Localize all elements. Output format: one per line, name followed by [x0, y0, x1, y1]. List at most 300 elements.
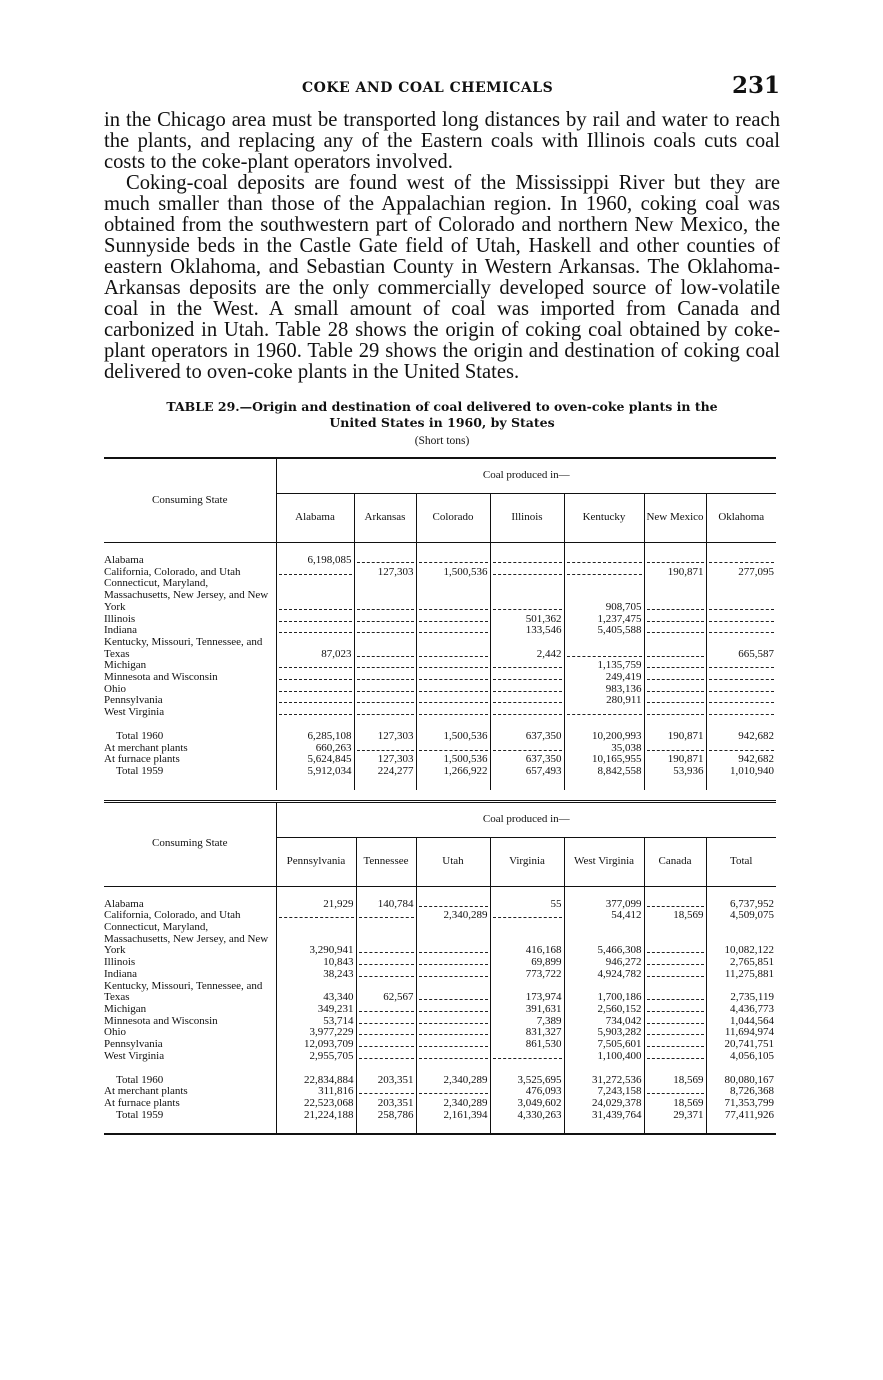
dash-leader: [419, 743, 488, 751]
row-label: West Virginia: [104, 1051, 276, 1063]
cell-value: [644, 743, 706, 755]
table-row: [104, 637, 776, 660]
row-label: Ohio: [104, 1027, 276, 1039]
cell-value: 258,786: [356, 1110, 416, 1122]
spacer-cell: [564, 886, 644, 899]
cell-value: [490, 707, 564, 719]
row-label: Indiana: [104, 969, 276, 981]
cell-value: 190,871: [644, 731, 706, 743]
cell-value: [490, 578, 564, 613]
row-label: Michigan: [104, 660, 276, 672]
cell-value: 18,569: [644, 910, 706, 922]
spacer-cell: [564, 543, 644, 556]
cell-value: 4,924,782: [564, 969, 644, 981]
dash-leader: [647, 625, 704, 633]
cell-value: 10,843: [276, 957, 356, 969]
cell-value: [416, 1051, 490, 1063]
cell-value: [644, 957, 706, 969]
dash-leader: [567, 567, 642, 575]
dash-leader: [357, 672, 414, 680]
cell-value: 6,285,108: [276, 731, 354, 743]
dash-leader: [709, 602, 775, 610]
cell-value: 10,200,993: [564, 731, 644, 743]
dash-leader: [709, 625, 775, 633]
cell-value: 280,911: [564, 695, 644, 707]
dash-leader: [419, 672, 488, 680]
cell-value: 54,412: [564, 910, 644, 922]
spacer-cell: [706, 543, 776, 556]
cell-value: 1,100,400: [564, 1051, 644, 1063]
cell-value: 43,340: [276, 981, 356, 1004]
cell-value: 657,493: [490, 766, 564, 778]
spacer-cell: [564, 778, 644, 790]
cell-value: 53,936: [644, 766, 706, 778]
dash-leader: [357, 602, 414, 610]
cell-value: [416, 1027, 490, 1039]
dash-leader: [647, 707, 704, 715]
cell-value: 501,362: [490, 614, 564, 626]
dash-leader: [567, 707, 642, 715]
cell-value: [416, 1016, 490, 1028]
cell-value: [356, 957, 416, 969]
table-row: [104, 969, 776, 981]
dash-leader: [279, 614, 352, 622]
dash-leader: [493, 660, 562, 668]
table-body: [104, 543, 776, 790]
cell-value: 2,161,394: [416, 1110, 490, 1122]
dash-leader: [359, 969, 414, 977]
total-row: [104, 731, 776, 743]
cell-value: [276, 660, 354, 672]
cell-value: [706, 614, 776, 626]
cell-value: 8,726,368: [706, 1086, 776, 1098]
cell-value: [356, 1016, 416, 1028]
cell-value: 18,569: [644, 1075, 706, 1087]
total-row: [104, 1098, 776, 1110]
cell-value: [644, 578, 706, 613]
dash-leader: [647, 1016, 704, 1024]
dash-leader: [647, 695, 704, 703]
cell-value: 3,049,602: [490, 1098, 564, 1110]
cell-value: 203,351: [356, 1075, 416, 1087]
spacer-cell: [644, 543, 706, 556]
spacer-cell: [490, 778, 564, 790]
dash-leader: [359, 910, 414, 918]
cell-value: [706, 660, 776, 672]
spacer-cell: [104, 886, 276, 899]
spacer-cell: [416, 778, 490, 790]
row-label: Indiana: [104, 625, 276, 637]
cell-value: [276, 614, 354, 626]
table-body: [104, 886, 776, 1134]
total-row: [104, 1086, 776, 1098]
dash-leader: [493, 910, 562, 918]
spacer-cell: [276, 1121, 356, 1134]
cell-value: 127,303: [354, 731, 416, 743]
cell-value: 660,263: [276, 743, 354, 755]
row-label: At merchant plants: [104, 1086, 276, 1098]
cell-value: 5,405,588: [564, 625, 644, 637]
row-label: West Virginia: [104, 707, 276, 719]
cell-value: 1,700,186: [564, 981, 644, 1004]
table-row: [104, 1027, 776, 1039]
cell-value: [644, 981, 706, 1004]
dash-leader: [357, 625, 414, 633]
cell-value: 55: [490, 899, 564, 911]
dash-leader: [419, 602, 488, 610]
spacer-cell: [564, 719, 644, 731]
stub-header: Consuming State: [104, 801, 276, 886]
dash-leader: [493, 555, 562, 563]
spacer-row: [104, 543, 776, 556]
cell-value: [416, 899, 490, 911]
table-row: [104, 695, 776, 707]
dash-leader: [419, 1016, 488, 1024]
cell-value: [416, 743, 490, 755]
dash-leader: [647, 602, 704, 610]
cell-value: 7,243,158: [564, 1086, 644, 1098]
row-label: At merchant plants: [104, 743, 276, 755]
dash-leader: [419, 1004, 488, 1012]
cell-value: 1,135,759: [564, 660, 644, 672]
dash-leader: [647, 1027, 704, 1035]
cell-value: [354, 707, 416, 719]
dash-leader: [419, 684, 488, 692]
cell-value: 29,371: [644, 1110, 706, 1122]
cell-value: [706, 555, 776, 567]
dash-leader: [359, 1039, 414, 1047]
cell-value: 1,500,536: [416, 731, 490, 743]
table-row: [104, 707, 776, 719]
row-label: Connecticut, Maryland, Massachusetts, New Jersey, and New York: [104, 922, 276, 957]
cell-value: [564, 707, 644, 719]
cell-value: 5,624,845: [276, 754, 354, 766]
cell-value: [354, 614, 416, 626]
row-label: Pennsylvania: [104, 695, 276, 707]
dash-leader: [419, 992, 488, 1000]
cell-value: [644, 1004, 706, 1016]
dash-leader: [279, 910, 354, 918]
cell-value: [416, 672, 490, 684]
dash-leader: [709, 743, 775, 751]
column-header: Total: [706, 837, 776, 886]
cell-value: [276, 707, 354, 719]
table-row: [104, 1051, 776, 1063]
table-row: [104, 625, 776, 637]
spacer-row: [104, 1121, 776, 1134]
cell-value: [356, 922, 416, 957]
dash-leader: [419, 945, 488, 953]
cell-value: 12,093,709: [276, 1039, 356, 1051]
row-label: Total 1960: [104, 1075, 276, 1087]
cell-value: [354, 743, 416, 755]
cell-value: 18,569: [644, 1098, 706, 1110]
paragraph-1: in the Chicago area must be transported long distances by rail and water to reach the plants, and replacing any of the Eastern coals with Illinois coals cuts coal costs to the coke-plant operators involved.: [104, 109, 780, 173]
dash-leader: [647, 684, 704, 692]
cell-value: 8,842,558: [564, 766, 644, 778]
cell-value: 203,351: [356, 1098, 416, 1110]
cell-value: [644, 1051, 706, 1063]
cell-value: 22,523,068: [276, 1098, 356, 1110]
cell-value: 127,303: [354, 567, 416, 579]
cell-value: 983,136: [564, 684, 644, 696]
cell-value: 1,500,536: [416, 567, 490, 579]
cell-value: 2,560,152: [564, 1004, 644, 1016]
cell-value: 80,080,167: [706, 1075, 776, 1087]
dash-leader: [647, 614, 704, 622]
table-row: [104, 555, 776, 567]
cell-value: [644, 625, 706, 637]
table-row: [104, 660, 776, 672]
cell-value: [356, 1004, 416, 1016]
row-label: Total 1960: [104, 731, 276, 743]
total-row: [104, 1110, 776, 1122]
table-row: [104, 1004, 776, 1016]
spacer-cell: [276, 1063, 356, 1075]
dash-leader: [279, 602, 352, 610]
cell-value: 476,093: [490, 1086, 564, 1098]
total-row: [104, 1075, 776, 1087]
dash-leader: [647, 743, 704, 751]
column-header: Illinois: [490, 494, 564, 543]
row-label: Kentucky, Missouri, Tennessee, and Texas: [104, 981, 276, 1004]
cell-value: 2,765,851: [706, 957, 776, 969]
dash-leader: [647, 969, 704, 977]
cell-value: 3,977,229: [276, 1027, 356, 1039]
dash-leader: [419, 614, 488, 622]
cell-value: 173,974: [490, 981, 564, 1004]
cell-value: [490, 555, 564, 567]
cell-value: [416, 555, 490, 567]
table-row: [104, 578, 776, 613]
spacer-cell: [356, 1063, 416, 1075]
cell-value: 10,165,955: [564, 754, 644, 766]
cell-value: 5,903,282: [564, 1027, 644, 1039]
column-header: Virginia: [490, 837, 564, 886]
cell-value: 71,353,799: [706, 1098, 776, 1110]
cell-value: [356, 1027, 416, 1039]
cell-value: 190,871: [644, 754, 706, 766]
cell-value: [706, 578, 776, 613]
cell-value: [490, 1051, 564, 1063]
cell-value: [356, 969, 416, 981]
dash-leader: [567, 555, 642, 563]
cell-value: 133,546: [490, 625, 564, 637]
row-label: Total 1959: [104, 1110, 276, 1122]
row-label: Kentucky, Missouri, Tennessee, and Texas: [104, 637, 276, 660]
column-header: New Mexico: [644, 494, 706, 543]
table-row: [104, 981, 776, 1004]
cell-value: [644, 969, 706, 981]
dash-leader: [647, 1086, 704, 1094]
cell-value: 277,095: [706, 567, 776, 579]
dash-leader: [279, 684, 352, 692]
cell-value: [706, 684, 776, 696]
cell-value: 416,168: [490, 922, 564, 957]
spacer-cell: [706, 1121, 776, 1134]
cell-value: 831,327: [490, 1027, 564, 1039]
cell-value: [416, 578, 490, 613]
cell-value: [490, 743, 564, 755]
spacer-cell: [356, 886, 416, 899]
cell-value: 7,505,601: [564, 1039, 644, 1051]
cell-value: [644, 899, 706, 911]
dash-leader: [567, 649, 642, 657]
cell-value: [490, 684, 564, 696]
table-row: [104, 672, 776, 684]
table-part-1: [104, 457, 776, 790]
cell-value: 190,871: [644, 567, 706, 579]
cell-value: 127,303: [354, 754, 416, 766]
spacer-cell: [416, 719, 490, 731]
cell-value: 942,682: [706, 754, 776, 766]
dash-leader: [357, 555, 414, 563]
dash-leader: [357, 707, 414, 715]
dash-leader: [493, 743, 562, 751]
total-row: [104, 754, 776, 766]
page-number: 231: [731, 72, 780, 99]
spacer-cell: [490, 1063, 564, 1075]
dash-leader: [359, 1051, 414, 1059]
stub-header: Consuming State: [104, 458, 276, 543]
cell-value: [416, 1039, 490, 1051]
cell-value: [416, 969, 490, 981]
cell-value: 2,735,119: [706, 981, 776, 1004]
cell-value: 87,023: [276, 637, 354, 660]
dash-leader: [419, 660, 488, 668]
spacer-cell: [490, 886, 564, 899]
dash-leader: [419, 899, 488, 907]
spacer-cell: [104, 778, 276, 790]
dash-leader: [419, 707, 488, 715]
cell-value: 7,389: [490, 1016, 564, 1028]
cell-value: 38,243: [276, 969, 356, 981]
row-label: Alabama: [104, 899, 276, 911]
cell-value: [276, 567, 354, 579]
cell-value: [644, 922, 706, 957]
cell-value: [644, 555, 706, 567]
dash-leader: [647, 672, 704, 680]
dash-leader: [357, 684, 414, 692]
row-label: At furnace plants: [104, 754, 276, 766]
table-units: (Short tons): [414, 435, 470, 447]
cell-value: 1,237,475: [564, 614, 644, 626]
cell-value: [354, 578, 416, 613]
row-label: Connecticut, Maryland, Massachusetts, New Jersey, and New York: [104, 578, 276, 613]
cell-value: 2,340,289: [416, 1075, 490, 1087]
cell-value: [490, 672, 564, 684]
total-row: [104, 743, 776, 755]
spacer-cell: [644, 1121, 706, 1134]
dash-leader: [493, 707, 562, 715]
dash-leader: [419, 1039, 488, 1047]
cell-value: [644, 672, 706, 684]
table-caption-line-2: United States in 1960, by States: [329, 415, 555, 430]
dash-leader: [647, 1051, 704, 1059]
dash-leader: [357, 743, 414, 751]
cell-value: [644, 614, 706, 626]
spacer-row: [104, 886, 776, 899]
cell-value: [276, 684, 354, 696]
column-header: West Virginia: [564, 837, 644, 886]
spacer-cell: [276, 543, 354, 556]
spacer-cell: [276, 719, 354, 731]
spacer-cell: [416, 886, 490, 899]
cell-value: 637,350: [490, 731, 564, 743]
row-label: Illinois: [104, 957, 276, 969]
group-header: Coal produced in—: [276, 458, 776, 494]
cell-value: [354, 672, 416, 684]
dash-leader: [493, 1051, 562, 1059]
dash-leader: [647, 945, 704, 953]
dash-leader: [647, 957, 704, 965]
cell-value: [416, 707, 490, 719]
spacer-cell: [706, 719, 776, 731]
row-label: Pennsylvania: [104, 1039, 276, 1051]
row-label: Total 1959: [104, 766, 276, 778]
column-header: Tennessee: [356, 837, 416, 886]
cell-value: 4,436,773: [706, 1004, 776, 1016]
dash-leader: [359, 945, 414, 953]
cell-value: [276, 672, 354, 684]
dash-leader: [709, 660, 775, 668]
cell-value: 10,082,122: [706, 922, 776, 957]
cell-value: 377,099: [564, 899, 644, 911]
cell-value: 21,929: [276, 899, 356, 911]
dash-leader: [419, 649, 488, 657]
dash-leader: [279, 625, 352, 633]
dash-leader: [359, 957, 414, 965]
spacer-cell: [356, 1121, 416, 1134]
spacer-cell: [564, 1121, 644, 1134]
cell-value: 249,419: [564, 672, 644, 684]
row-label: Minnesota and Wisconsin: [104, 672, 276, 684]
cell-value: [644, 1027, 706, 1039]
cell-value: [644, 1039, 706, 1051]
cell-value: [416, 1004, 490, 1016]
dash-leader: [647, 649, 704, 657]
cell-value: [490, 567, 564, 579]
cell-value: [564, 637, 644, 660]
dash-leader: [709, 707, 775, 715]
cell-value: 21,224,188: [276, 1110, 356, 1122]
cell-value: [706, 695, 776, 707]
cell-value: [416, 660, 490, 672]
cell-value: 2,340,289: [416, 910, 490, 922]
cell-value: [706, 743, 776, 755]
dash-leader: [493, 695, 562, 703]
cell-value: [276, 578, 354, 613]
dash-leader: [493, 602, 562, 610]
cell-value: 69,899: [490, 957, 564, 969]
cell-value: [356, 910, 416, 922]
cell-value: [416, 922, 490, 957]
dash-leader: [359, 1016, 414, 1024]
row-label: Alabama: [104, 555, 276, 567]
table-row: [104, 957, 776, 969]
column-header: Pennsylvania: [276, 837, 356, 886]
dash-leader: [279, 672, 352, 680]
table-part-2: [104, 800, 776, 1136]
dash-leader: [279, 707, 352, 715]
spacer-cell: [490, 719, 564, 731]
cell-value: 140,784: [356, 899, 416, 911]
dash-leader: [359, 1086, 414, 1094]
cell-value: [416, 981, 490, 1004]
cell-value: [276, 695, 354, 707]
cell-value: 2,340,289: [416, 1098, 490, 1110]
dash-leader: [709, 684, 775, 692]
